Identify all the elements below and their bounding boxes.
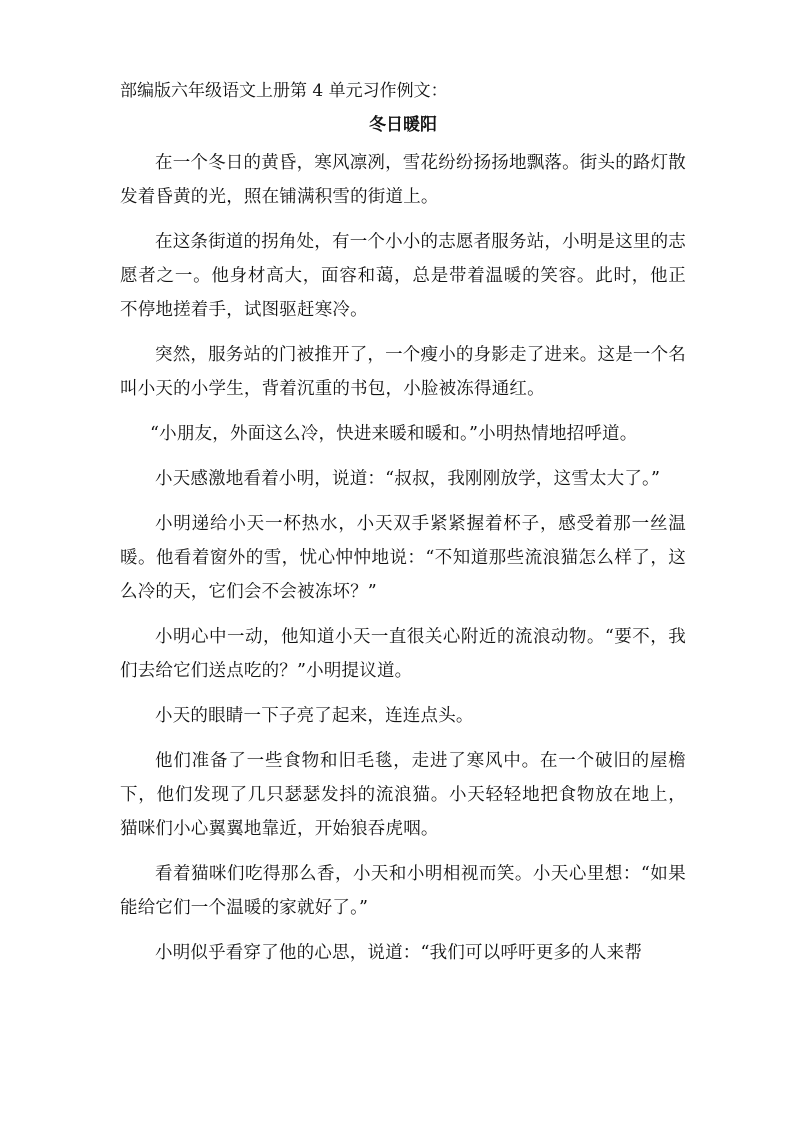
- document-page: [120, 74, 686, 981]
- paragraph-9: 他们准备了一些食物和旧毛毯，走进了寒风中。在一个破旧的屋檐下，他们发现了几只瑟瑟发抖的流浪猫。小天轻轻地把食物放在地上，猫咪们小心翼翼地靠近，开始狼吞虎咽。: [120, 751, 686, 839]
- paragraph-11: 小明似乎看穿了他的心思，说道：“我们可以呼吁更多的人来帮: [155, 943, 643, 963]
- paragraph-6: 小明递给小天一杯热水，小天双手紧紧握着杯子，感受着那一丝温暖。他看着窗外的雪，忧心忡忡地说：“不知道那些流浪猫怎么样了，这么冷的天，它们会不会被冻坏？”: [120, 514, 686, 602]
- paragraph-7: 小明心中一动，他知道小天一直很关心附近的流浪动物。“要不，我们去给它们送点吃的？”小明提议道。: [120, 627, 686, 681]
- paragraph-10: 看着猫咪们吃得那么香，小天和小明相视而笑。小天心里想：“如果能给它们一个温暖的家就好了。”: [120, 864, 686, 918]
- paragraph-3: 突然，服务站的门被推开了，一个瘦小的身影走了进来。这是一个名叫小天的小学生，背着沉重的书包，小脸被冻得通红。: [120, 345, 686, 399]
- paragraph-2: 在这条街道的拐角处，有一个小小的志愿者服务站，小明是这里的志愿者之一。他身材高大，面容和蔼，总是带着温暖的笑容。此时，他正不停地搓着手，试图驱赶寒冷。: [120, 232, 686, 320]
- essay-title: 冬日暖阳: [369, 115, 437, 135]
- document-heading: 部编版六年级语文上册第 4 单元习作例文：: [120, 81, 448, 101]
- paragraph-1: 在一个冬日的黄昏，寒风凛冽，雪花纷纷扬扬地飘落。街头的路灯散发着昏黄的光，照在铺满积雪的街道上。: [120, 153, 686, 207]
- paragraph-5: 小天感激地看着小明，说道：“叔叔，我刚刚放学，这雪太大了。”: [155, 469, 661, 489]
- paragraph-4: “小朋友，外面这么冷，快进来暖和暖和。”小明热情地招呼道。: [150, 424, 638, 444]
- paragraph-8: 小天的眼睛一下子亮了起来，连连点头。: [155, 706, 474, 726]
